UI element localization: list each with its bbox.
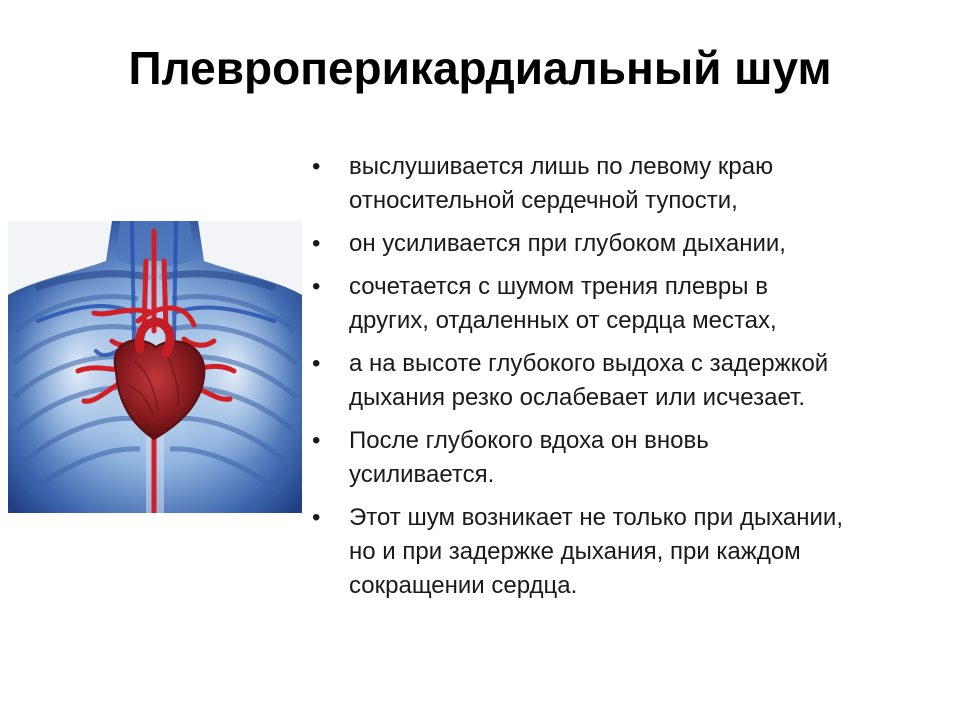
bullet-item <box>310 270 950 338</box>
bullet-line: он усиливается при глубоком дыхании, <box>349 230 786 257</box>
bullet-line: выслушивается лишь по левому краю <box>349 153 774 180</box>
bullet-line: но и при задержке дыхания, при каждом <box>349 538 801 565</box>
bullet-item <box>310 501 950 603</box>
slide-title: Плевроперикардиальный шум <box>128 42 832 94</box>
bullet-line: сочетается с шумом трения плевры в <box>349 273 768 300</box>
bullet-line: а на высоте глубокого выдоха с задержкой <box>349 350 829 377</box>
bullet-line: усиливается. <box>349 461 495 488</box>
chest-heart-illustration <box>8 221 302 513</box>
bullet-dot-icon: • <box>312 427 321 454</box>
bullet-dot-icon: • <box>312 153 321 180</box>
bullet-item <box>310 424 950 492</box>
bullet-list <box>310 150 950 612</box>
bullet-dot-icon: • <box>312 230 321 257</box>
bullet-line: Этот шум возникает не только при дыхании, <box>349 504 844 531</box>
bullet-dot-icon: • <box>312 504 321 531</box>
bullet-line: После глубокого вдоха он вновь <box>349 427 709 454</box>
bullet-line: дыхания резко ослабевает или исчезает. <box>349 384 806 411</box>
bullet-dot-icon: • <box>312 350 321 377</box>
bullet-dot-icon: • <box>312 273 321 300</box>
bullet-line: сокращении сердца. <box>349 572 578 599</box>
bullet-line: других, отдаленных от сердца местах, <box>349 307 777 334</box>
bullet-item <box>310 227 950 261</box>
bullet-line: относительной сердечной тупости, <box>349 187 738 214</box>
bullet-item <box>310 150 950 218</box>
bullet-item <box>310 347 950 415</box>
